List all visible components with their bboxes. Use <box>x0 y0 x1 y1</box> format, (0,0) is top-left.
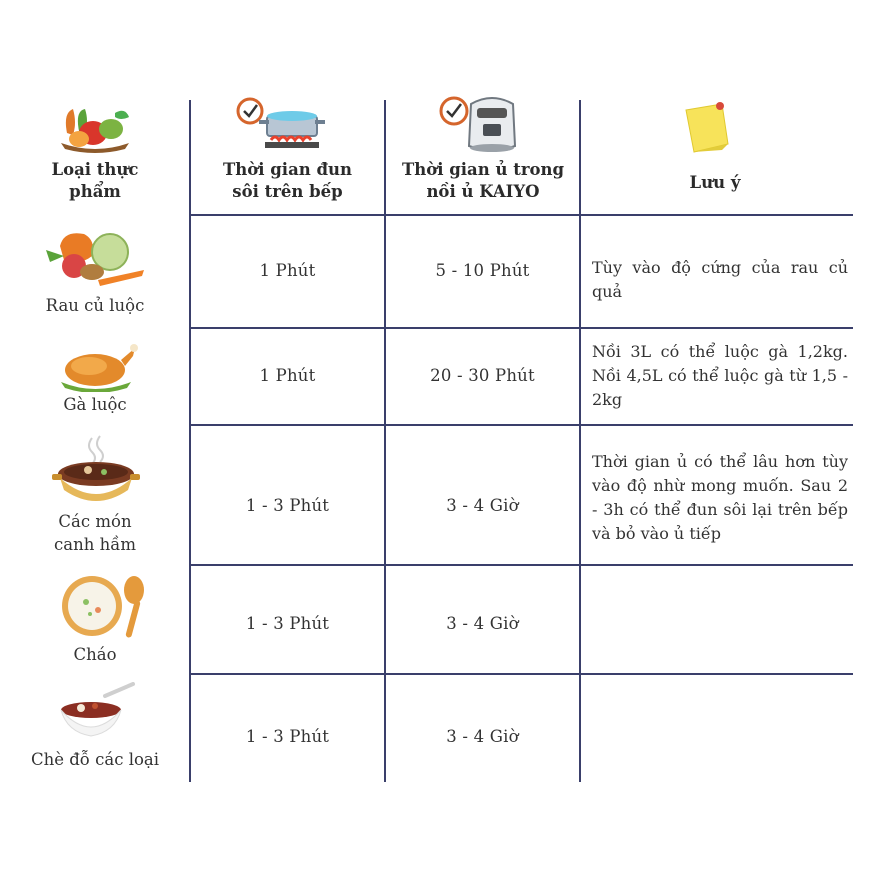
header-note: Lưu ý <box>689 173 741 192</box>
boil-time-value: 1 Phút <box>259 261 316 280</box>
header-boil-time: Thời gian đun sôi trên bếp <box>222 160 353 201</box>
roast-chicken-icon <box>55 340 139 392</box>
incubate-time-value: 5 - 10 Phút <box>435 261 530 280</box>
food-name: Gà luộc <box>63 395 127 414</box>
note-text: Tùy vào độ cứng của rau củ quả <box>592 258 848 301</box>
stew-pot-icon <box>52 434 140 508</box>
note-text: Thời gian ủ có thể lâu hơn tùy vào độ nhừ mong muốn. Sau 2 - 3h có thể đun sôi lại trên bếp và bỏ vào ủ tiếp <box>592 452 848 543</box>
boil-time-value: 1 - 3 Phút <box>245 726 330 746</box>
incubate-time-value: 20 - 30 Phút <box>430 366 535 385</box>
sticky-note-icon <box>682 100 732 156</box>
incubate-time-value: 3 - 4 Giờ <box>446 495 519 515</box>
boil-time-value: 1 - 3 Phút <box>245 495 330 515</box>
incubate-time-value: 3 - 4 Giờ <box>446 613 519 633</box>
vegetables-icon <box>40 226 148 290</box>
column-divider-3 <box>579 100 581 782</box>
clock-rice-cooker-icon <box>437 94 521 156</box>
food-name: Cháo <box>73 645 117 664</box>
vegetables-basket-icon <box>55 103 133 153</box>
sweet-soup-bowl-icon <box>55 682 137 740</box>
boil-time-value: 1 - 3 Phút <box>245 613 330 633</box>
food-name: Rau củ luộc <box>45 296 145 315</box>
boil-time-value: 1 Phút <box>259 366 316 385</box>
note-text: Nồi 3L có thể luộc gà 1,2kg. Nồi 4,5L có thể luộc gà từ 1,5 - 2kg <box>592 342 848 409</box>
food-name: Chè đỗ các loại <box>30 750 160 769</box>
clock-pot-on-stove-icon <box>235 96 327 152</box>
header-incubate-time: Thời gian ủ trong nồi ủ KAIYO <box>401 160 565 201</box>
food-name: Các món canh hầm <box>54 512 136 554</box>
porridge-bowl-icon <box>58 572 150 642</box>
header-food-type: Loại thực phẩm <box>51 160 139 201</box>
incubate-time-value: 3 - 4 Giờ <box>446 726 519 746</box>
